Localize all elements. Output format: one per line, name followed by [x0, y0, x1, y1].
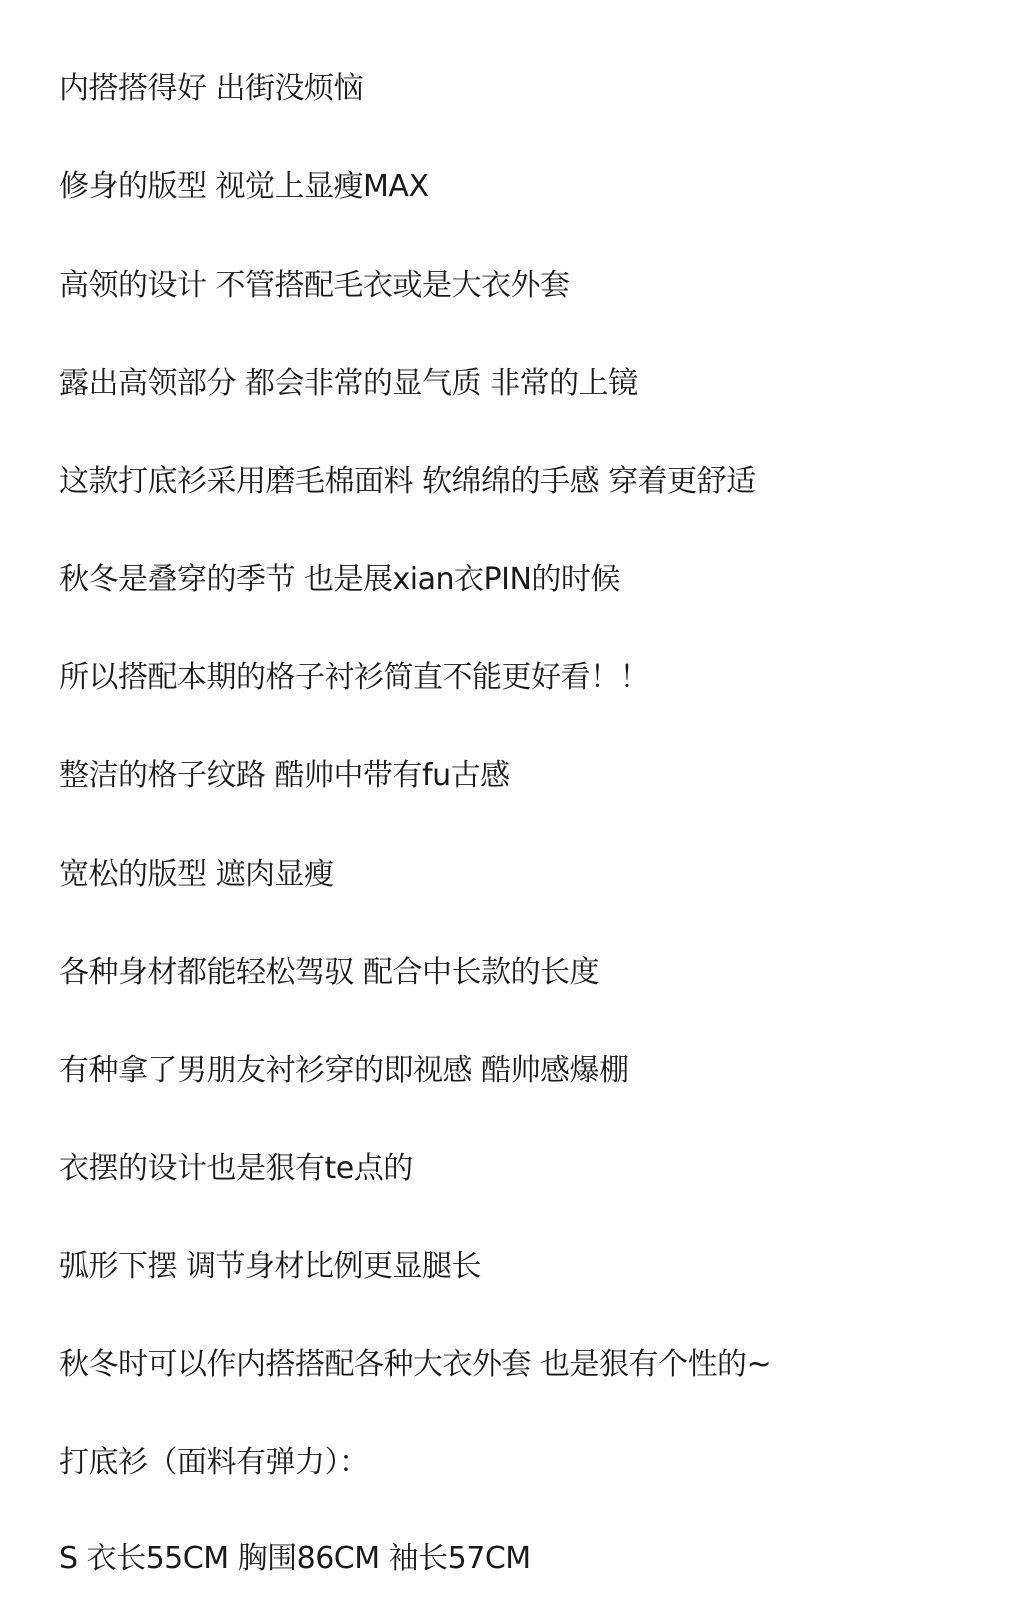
- text-line: 高领的设计 不管搭配毛衣或是大衣外套: [59, 268, 570, 303]
- text-line: 修身的版型 视觉上显瘦MAX: [59, 169, 429, 204]
- text-line: 内搭搭得好 出街没烦恼: [59, 71, 364, 106]
- text-line: 各种身材都能轻松驾驭 配合中长款的长度: [59, 955, 600, 990]
- text-line: 所以搭配本期的格子衬衫简直不能更好看！！: [59, 660, 649, 695]
- text-line: 露出高领部分 都会非常的显气质 非常的上镜: [59, 366, 638, 401]
- text-line: 打底衫（面料有弹力）：: [59, 1445, 369, 1480]
- text-line: 整洁的格子纹路 酷帅中带有fu古感: [59, 758, 510, 793]
- text-line: S 衣长55CM 胸围86CM 袖长57CM: [59, 1541, 531, 1576]
- document-body: [59, 0, 1013, 1600]
- text-line: 秋冬时可以作内搭搭配各种大衣外套 也是狠有个性的~: [59, 1347, 772, 1382]
- text-line: 衣摆的设计也是狠有te点的: [59, 1151, 413, 1186]
- text-line: 弧形下摆 调节身材比例更显腿长: [59, 1249, 482, 1284]
- text-line: 这款打底衫采用磨毛棉面料 软绵绵的手感 穿着更舒适: [59, 464, 756, 499]
- text-line: 宽松的版型 遮肉显瘦: [59, 857, 334, 892]
- text-line: 秋冬是叠穿的季节 也是展xian衣PIN的时候: [59, 562, 620, 597]
- text-line: 有种拿了男朋友衬衫穿的即视感 酷帅感爆棚: [59, 1053, 629, 1088]
